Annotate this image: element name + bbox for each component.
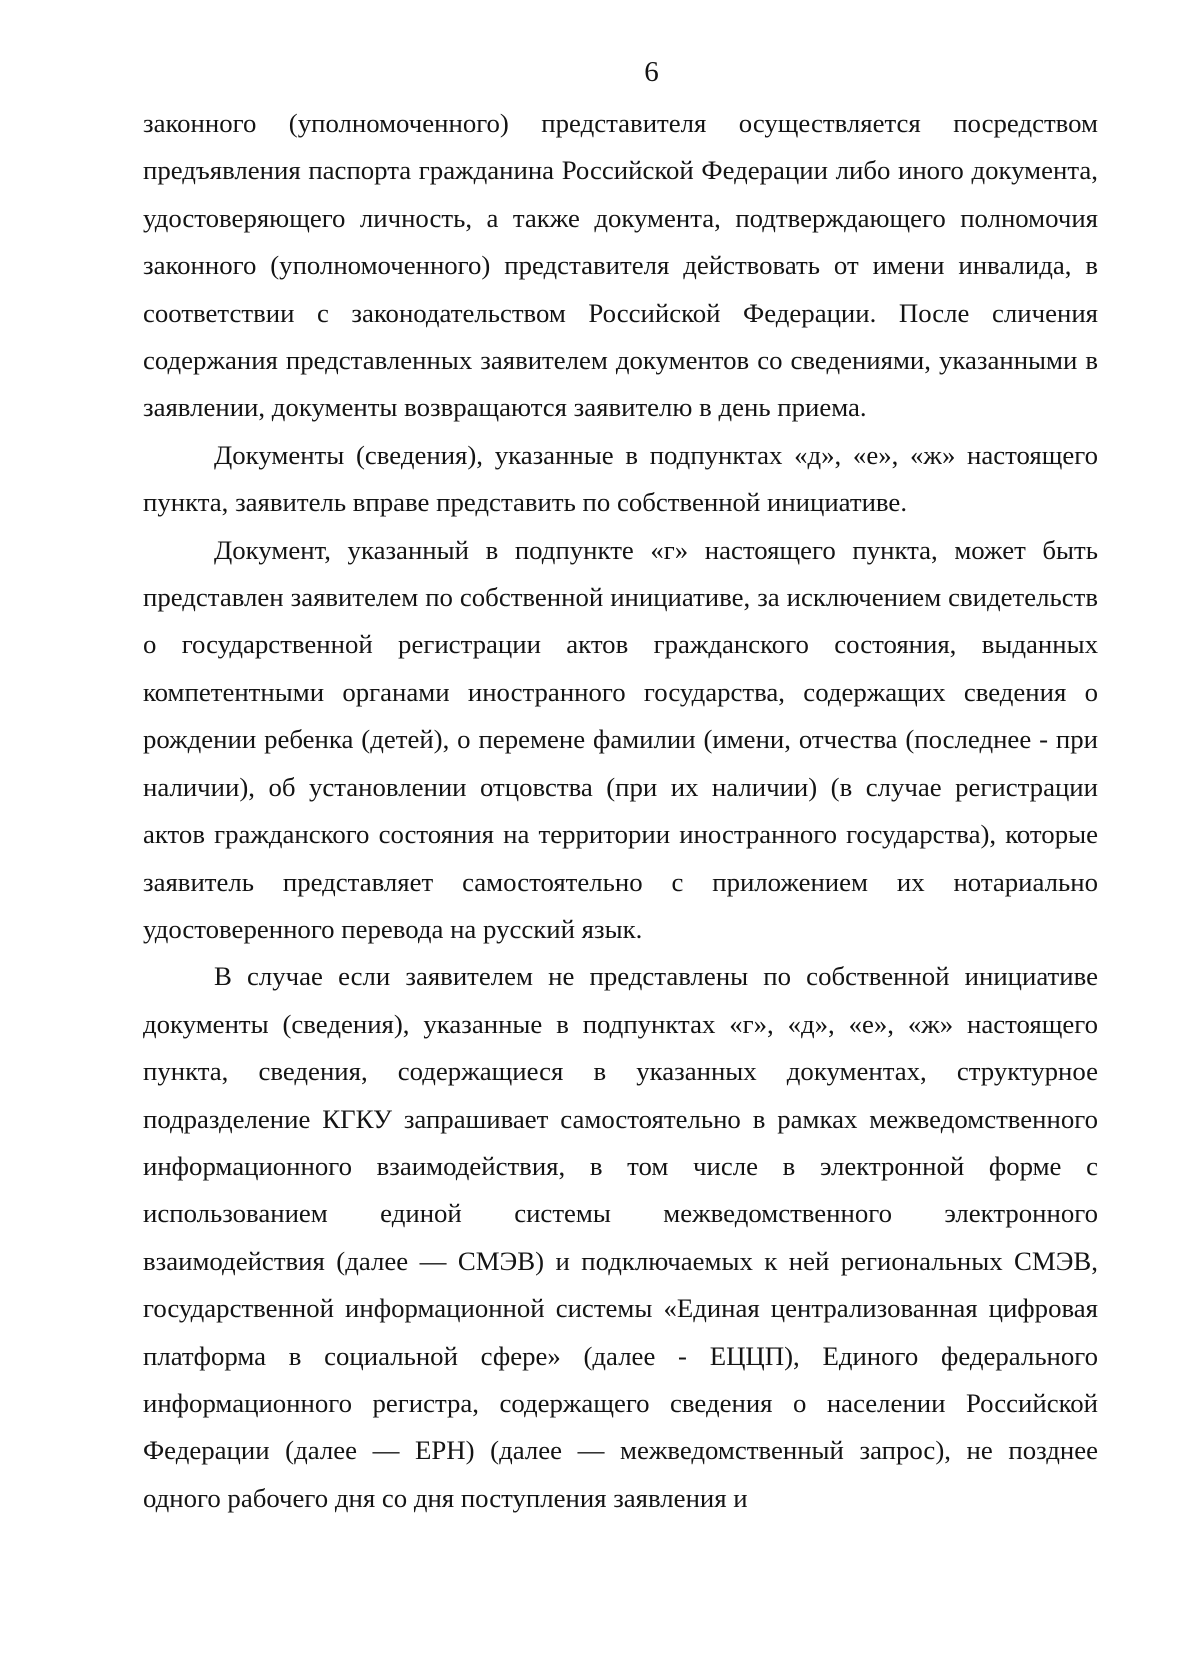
paragraph-continuation: законного (уполномоченного) представителя осуществляется посредством предъявления паспорта гражданина Российской Федерации либо иного документа, удостоверяющего личность, а также документа, подтверждающего полномочия законного (уполномоченного) представителя действовать от имени инвалида, в соответствии с законодательством Российской Федерации. После сличения содержания представленных заявителем документов со сведениями, указанными в заявлении, документы возвращаются заявителю в день приема. (143, 108, 1098, 423)
paragraph-documents-optional: Документы (сведения), указанные в подпунктах «д», «е», «ж» настоящего пункта, заявитель вправе представить по собственной инициативе. (143, 439, 1098, 518)
paragraph-document-g: Документ, указанный в подпункте «г» настоящего пункта, может быть представлен заявителем по собственной инициативе, за исключением свидетельств о государственной регистрации актов гражданского состояния, выданных компетентными органами иностранного государства, содержащих сведения о рождении ребенка (детей), о перемене фамилии (имени, отчества (последнее - при наличии), об установлении отцовства (при их наличии) (в случае регистрации актов гражданского состояния на территории иностранного государства), которые заявитель представляет самостоятельно с приложением их нотариально удостоверенного перевода на русский язык. (143, 534, 1098, 944)
page-number: 6 (644, 56, 659, 88)
paragraph-interagency-request: В случае если заявителем не представлены по собственной инициативе документы (сведения), указанные в подпунктах «г», «д», «е», «ж» настоящего пункта, сведения, содержащиеся в указанных документах, структурное подразделение КГКУ запрашивает самостоятельно в рамках межведомственного информационного взаимодействия, в том числе в электронной форме с использованием единой системы межведомственного электронного взаимодействия (далее — СМЭВ) и подключаемых к ней региональных СМЭВ, государственной информационной системы «Единая централизованная цифровая платформа в социальной сфере» (далее - ЕЦЦП), Единого федерального информационного регистра, содержащего сведения о населении Российской Федерации (далее — ЕРН) (далее — межведомственный запрос), не позднее одного рабочего дня со дня поступления заявления и (143, 961, 1098, 1513)
document-body (143, 100, 1098, 1522)
